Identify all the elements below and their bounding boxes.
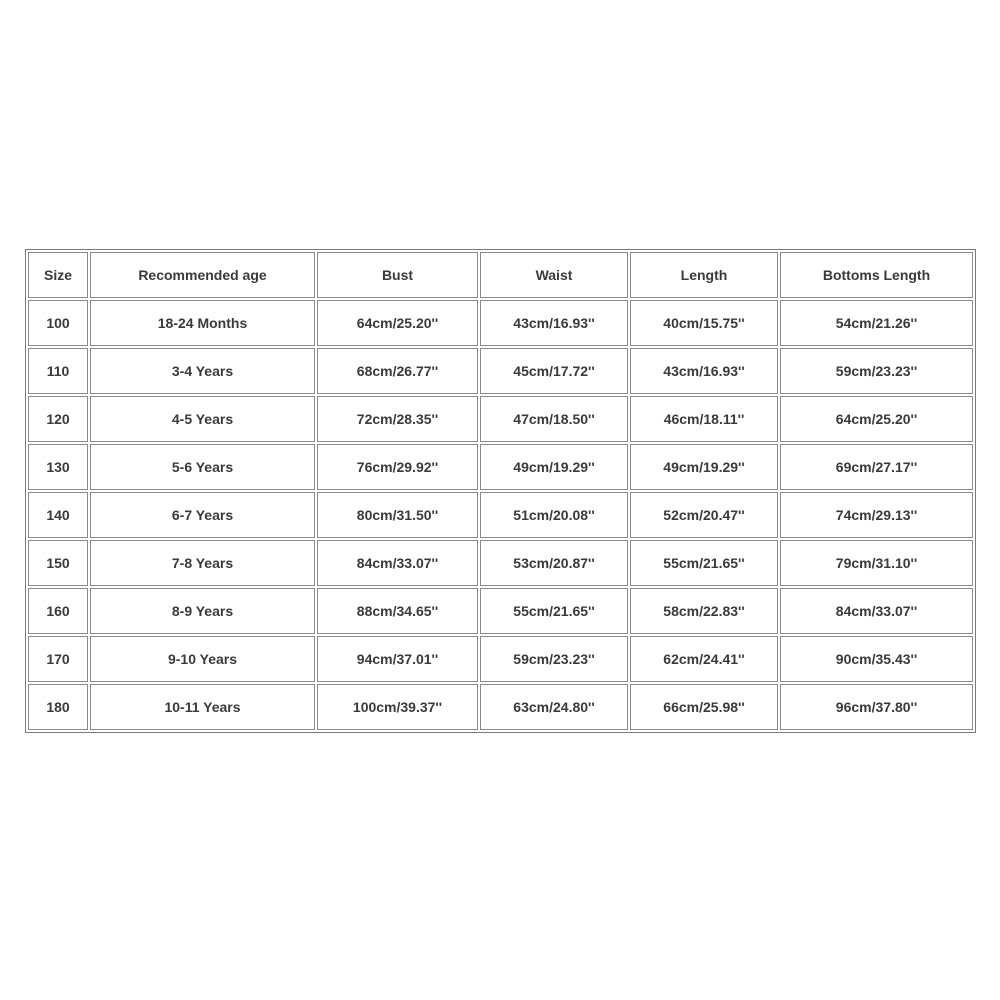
cell-bust: 80cm/31.50''	[317, 492, 478, 538]
cell-recommended-age: 5-6 Years	[90, 444, 315, 490]
cell-recommended-age: 9-10 Years	[90, 636, 315, 682]
cell-bust: 72cm/28.35''	[317, 396, 478, 442]
cell-size: 180	[28, 684, 88, 730]
size-rows	[28, 300, 973, 730]
header-cell-waist: Waist	[480, 252, 628, 298]
cell-recommended-age: 18-24 Months	[90, 300, 315, 346]
table-row	[28, 588, 973, 634]
cell-recommended-age: 4-5 Years	[90, 396, 315, 442]
header-cell-size: Size	[28, 252, 88, 298]
cell-waist: 47cm/18.50''	[480, 396, 628, 442]
cell-bottoms-length: 96cm/37.80''	[780, 684, 973, 730]
table-row	[28, 492, 973, 538]
cell-waist: 55cm/21.65''	[480, 588, 628, 634]
cell-size: 120	[28, 396, 88, 442]
header-cell-recommended-age: Recommended age	[90, 252, 315, 298]
cell-bottoms-length: 59cm/23.23''	[780, 348, 973, 394]
cell-bust: 88cm/34.65''	[317, 588, 478, 634]
cell-length: 52cm/20.47''	[630, 492, 778, 538]
cell-length: 62cm/24.41''	[630, 636, 778, 682]
size-chart-table	[25, 249, 976, 733]
header-cell-bust: Bust	[317, 252, 478, 298]
cell-waist: 59cm/23.23''	[480, 636, 628, 682]
cell-waist: 63cm/24.80''	[480, 684, 628, 730]
cell-size: 160	[28, 588, 88, 634]
cell-bust: 68cm/26.77''	[317, 348, 478, 394]
cell-bust: 100cm/39.37''	[317, 684, 478, 730]
header-cell-bottoms-length: Bottoms Length	[780, 252, 973, 298]
cell-size: 100	[28, 300, 88, 346]
cell-size: 150	[28, 540, 88, 586]
cell-size: 110	[28, 348, 88, 394]
cell-recommended-age: 10-11 Years	[90, 684, 315, 730]
cell-length: 49cm/19.29''	[630, 444, 778, 490]
cell-waist: 49cm/19.29''	[480, 444, 628, 490]
cell-bust: 84cm/33.07''	[317, 540, 478, 586]
cell-length: 40cm/15.75''	[630, 300, 778, 346]
cell-length: 55cm/21.65''	[630, 540, 778, 586]
cell-length: 46cm/18.11''	[630, 396, 778, 442]
cell-size: 130	[28, 444, 88, 490]
header-cell-length: Length	[630, 252, 778, 298]
cell-bottoms-length: 79cm/31.10''	[780, 540, 973, 586]
table-row	[28, 396, 973, 442]
cell-length: 43cm/16.93''	[630, 348, 778, 394]
cell-recommended-age: 7-8 Years	[90, 540, 315, 586]
cell-waist: 43cm/16.93''	[480, 300, 628, 346]
cell-bottoms-length: 54cm/21.26''	[780, 300, 973, 346]
table-row	[28, 300, 973, 346]
cell-recommended-age: 6-7 Years	[90, 492, 315, 538]
cell-bottoms-length: 69cm/27.17''	[780, 444, 973, 490]
cell-recommended-age: 3-4 Years	[90, 348, 315, 394]
cell-waist: 51cm/20.08''	[480, 492, 628, 538]
table-row	[28, 684, 973, 730]
cell-size: 170	[28, 636, 88, 682]
cell-waist: 53cm/20.87''	[480, 540, 628, 586]
table-row	[28, 540, 973, 586]
cell-bottoms-length: 84cm/33.07''	[780, 588, 973, 634]
cell-bottoms-length: 74cm/29.13''	[780, 492, 973, 538]
cell-recommended-age: 8-9 Years	[90, 588, 315, 634]
cell-size: 140	[28, 492, 88, 538]
cell-bust: 94cm/37.01''	[317, 636, 478, 682]
cell-bust: 64cm/25.20''	[317, 300, 478, 346]
cell-length: 58cm/22.83''	[630, 588, 778, 634]
table-row	[28, 348, 973, 394]
header-row	[28, 252, 973, 298]
table-row	[28, 444, 973, 490]
table-row	[28, 636, 973, 682]
cell-bottoms-length: 64cm/25.20''	[780, 396, 973, 442]
cell-bottoms-length: 90cm/35.43''	[780, 636, 973, 682]
cell-waist: 45cm/17.72''	[480, 348, 628, 394]
cell-length: 66cm/25.98''	[630, 684, 778, 730]
cell-bust: 76cm/29.92''	[317, 444, 478, 490]
